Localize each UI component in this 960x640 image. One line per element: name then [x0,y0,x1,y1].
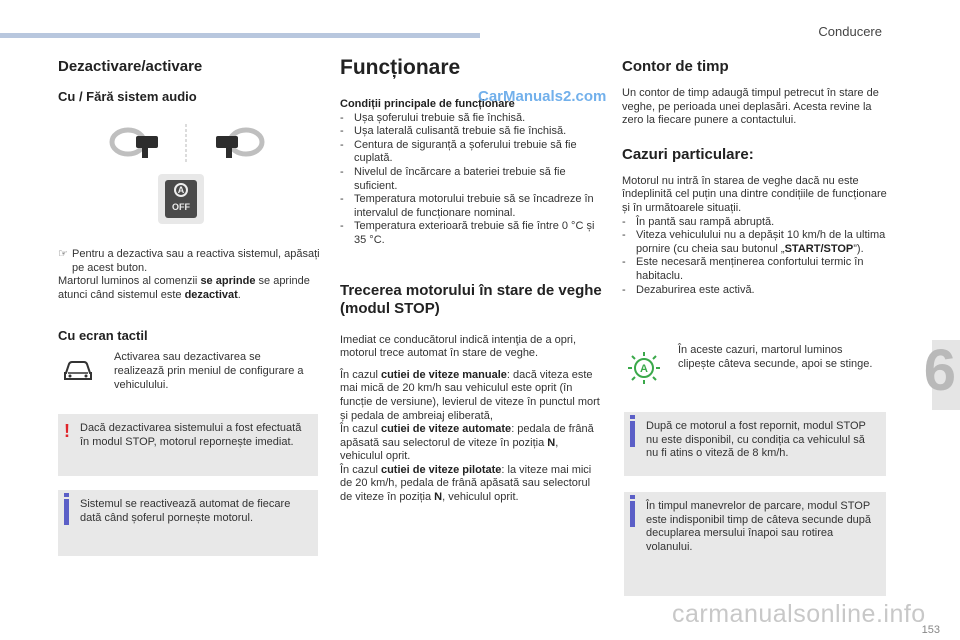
condition-item: - Temperatura exterioară trebuie să fie între 0 °C și 35 °C. [340,220,604,247]
lamp-letter: A [640,363,648,375]
heading-audio: Cu / Fără sistem audio [58,89,197,104]
steering-wheel-illustration [58,120,320,164]
condition-item: - Ușa șoferului trebuie să fie închisă. [340,112,604,126]
lamp-block [622,344,888,394]
heading-operation: Funcționare [340,56,461,79]
list-item: - Dezaburirea este activă. [622,284,888,298]
instruction-bullet [58,248,320,275]
steering-wheel-icon [58,120,320,164]
page-number: 153 [921,624,940,636]
special-intro: Motorul nu intră în starea de veghe dacă nu este îndeplinită cel puțin una dintre condițiile de funcționare și în următoarele situații. [622,174,887,214]
touchscreen-text: Activarea sau dezactivarea se realizează prin meniul de configurare a vehiculului. [114,351,304,391]
heading-touchscreen: Cu ecran tactil [58,328,148,344]
auto-stop-icon: A [174,183,188,197]
info-reactivation-text: Sistemul se reactivează automat de fiecare dată când șoferul pornește motorul. [80,498,291,524]
list-item: - Viteza vehiculului nu a depășit 10 km/h de la ultima pornire (cu cheia sau butonul „START/STOP”). [622,229,888,256]
instruction-text: Pentru a dezactiva sau a reactiva sistemul, apăsați pe acest buton. [72,248,320,274]
lamp-description: Martorul luminos al comenzii se aprinde se aprinde atunci când sistemul este dezactivat. [58,275,310,301]
condition-item: - Ușa laterală culisantă trebuie să fie închisă. [340,125,604,139]
conditions-title: Condiții principale de funcționare [340,98,515,110]
info-icon [630,421,635,447]
lamp-text: În aceste cazuri, martorul luminos clipește câteva secunde, apoi se stinge. [678,344,873,370]
condition-item: - Temperatura motorului trebuie să se încadreze în intervalul de funcționare nominal. [340,193,604,220]
off-button-illustration [158,174,204,224]
info-box-restart [624,412,886,476]
touchscreen-block [58,351,320,395]
column-deactivation [58,52,320,395]
instruction-block [58,248,320,302]
special-cases-list [622,216,888,298]
condition-item: - Nivelul de încărcare a bateriei trebuie să fie suficient. [340,166,604,193]
info-icon [630,501,635,527]
off-label: OFF [172,202,190,212]
header-accent-bar [0,33,480,38]
heading-special-cases: Cazuri particulare: [622,145,754,163]
info-parking-text: În timpul manevrelor de parcare, modul STOP este indisponibil timp de câteva secunde după decuplarea mersului înapoi sau rotirea volanului. [646,500,872,553]
pointer-icon: ☞ [58,248,68,260]
section-title: Conducere [818,24,882,39]
column-timer [622,52,888,297]
list-item: - Este necesară menținerea confortului termic în habitaclu. [622,256,888,283]
warning-text: Dacă dezactivarea sistemului a fost efectuată în modul STOP, motorul repornește imediat. [80,422,302,448]
warning-icon: ! [64,421,70,441]
piloted-gearbox-text: În cazul cutiei de viteze pilotate: la viteze mai mici de 20 km/h, pedala de frână apăsată sau selectorul de viteze în poziția N, vehiculul oprit. [340,463,592,504]
list-item: - În pantă sau rampă abruptă. [622,216,888,230]
timer-text: Un contor de timp adaugă timpul petrecut în stare de veghe, pe perioada unei deplasări. Acesta revine la zero la fiecare punere a contactului. [622,87,879,127]
auto-stop-lamp-icon [626,350,662,386]
info-icon [64,499,69,525]
car-icon [60,357,96,383]
column-operation [340,52,607,505]
heading-stop-mode: Trecerea motorului în stare de veghe (modul STOP) [340,281,602,317]
warning-box [58,414,318,476]
info-box-reactivation [58,490,318,556]
manual-gearbox-text: În cazul cutiei de viteze manuale: dacă viteza este mai mică de 20 km/h sau vehiculul este oprit (în funcție de versiune), levierul de viteze în punctul mort și pedala de ambreiaj eliberată, [340,368,600,422]
info-box-parking [624,492,886,596]
heading-deactivation: Dezactivare/activare [58,58,203,75]
auto-start-stop-button [165,180,197,218]
heading-timer: Contor de timp [622,58,729,75]
automatic-gearbox-text: În cazul cutiei de viteze automate: pedala de frână apăsată sau selectorul de viteze în poziția N, vehiculul oprit. [340,423,594,463]
chapter-number: 6 [923,338,956,403]
stop-intro: Imediat ce conducătorul indică intenţia de a opri, motorul trece automat în stare de veghe. [340,333,577,360]
condition-item: - Centura de siguranță a șoferului trebuie să fie cuplată. [340,139,604,166]
watermark-top: CarManuals2.com [478,88,607,105]
conditions-list [340,112,604,248]
watermark-bottom: carmanualsonline.info [672,600,926,628]
info-restart-text: După ce motorul a fost repornit, modul STOP nu este disponibil, cu condiția ca vehiculul să nu fi atins o viteză de 8 km/h. [646,420,866,460]
